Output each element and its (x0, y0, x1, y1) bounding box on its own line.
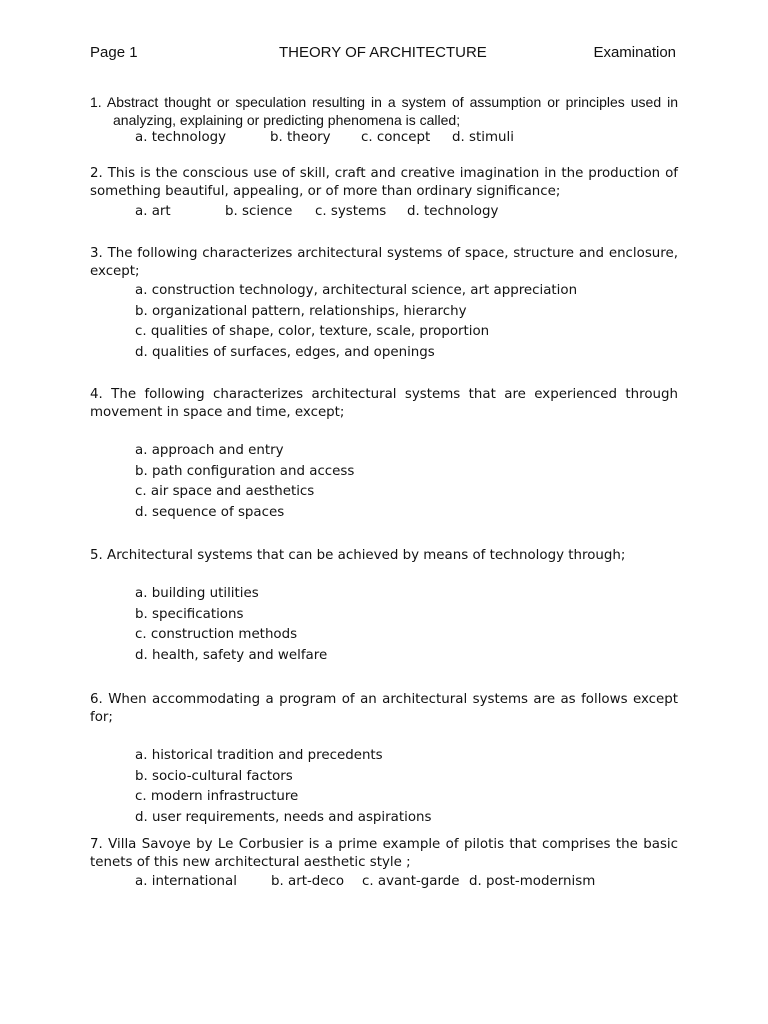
option-b: b. art-deco (271, 874, 345, 889)
option-b: b. organizational pattern, relationships, hierarchy (135, 303, 467, 319)
question-4 (90, 386, 678, 524)
option-c: c. construction methods (135, 627, 298, 643)
option-a: a. construction technology, architectural science, art appreciation (135, 283, 578, 298)
option-a: a. art (135, 204, 171, 219)
option-a: a. technology (135, 130, 227, 145)
option-c: c. concept (361, 130, 431, 145)
question-text: 3. The following characterizes architectural systems of space, structure and enclosure, except; (90, 246, 678, 279)
question-text: 7. Villa Savoye by Le Corbusier is a prime example of pilotis that comprises the basic tenets of this new architectural aesthetic style ; (90, 837, 678, 870)
answer-options (135, 746, 678, 829)
option-d: d. sequence of spaces (135, 505, 285, 521)
question-1 (90, 93, 678, 147)
exam-title: THEORY OF ARCHITECTURE (279, 44, 487, 61)
option-d: d. qualities of surfaces, edges, and openings (135, 345, 435, 361)
option-c: c. systems (315, 204, 387, 219)
question-text: 6. When accommodating a program of an architectural systems are as follows except for; (90, 692, 678, 725)
question-text: 2. This is the conscious use of skill, craft and creative imagination in the production of something beautiful, appealing, or of more than ordinary significance; (90, 166, 678, 199)
option-c: c. modern infrastructure (135, 789, 299, 805)
exam-type: Examination (593, 44, 676, 61)
option-d: d. user requirements, needs and aspirations (135, 810, 432, 826)
option-a: a. approach and entry (135, 443, 284, 458)
question-text: 5. Architectural systems that can be achieved by means of technology through; (90, 548, 626, 563)
option-a: a. historical tradition and precedents (135, 748, 383, 763)
option-b: b. science (225, 204, 293, 219)
question-7 (90, 836, 678, 891)
question-5 (90, 547, 678, 667)
answer-options (135, 584, 678, 667)
question-text: 1. Abstract thought or speculation resulting in a system of assumption or principles used in analyzing, explaining or predicting phenomena is called; (90, 94, 678, 128)
question-3 (90, 245, 678, 364)
option-c: c. air space and aesthetics (135, 484, 315, 500)
option-b: b. specifications (135, 606, 244, 622)
option-c: c. qualities of shape, color, texture, scale, proportion (135, 324, 490, 340)
question-6 (90, 691, 678, 829)
option-d: d. technology (407, 204, 499, 219)
answer-options (135, 281, 678, 364)
page-header (90, 44, 676, 64)
answer-options (135, 873, 678, 891)
option-a: a. international (135, 874, 237, 889)
question-2 (90, 165, 678, 221)
option-b: b. socio-cultural factors (135, 768, 293, 784)
answer-options (135, 203, 678, 221)
answer-options (135, 441, 678, 524)
option-b: b. path configuration and access (135, 463, 355, 479)
option-a: a. building utilities (135, 586, 259, 601)
option-d: d. post-modernism (469, 874, 596, 889)
page-number: Page 1 (90, 44, 138, 61)
option-b: b. theory (270, 130, 331, 145)
question-text: 4. The following characterizes architectural systems that are experienced through movement in space and time, except; (90, 387, 678, 420)
option-d: d. health, safety and welfare (135, 648, 328, 664)
option-d: d. stimuli (452, 130, 514, 145)
option-c: c. avant-garde (362, 874, 460, 889)
answer-options (135, 129, 678, 147)
